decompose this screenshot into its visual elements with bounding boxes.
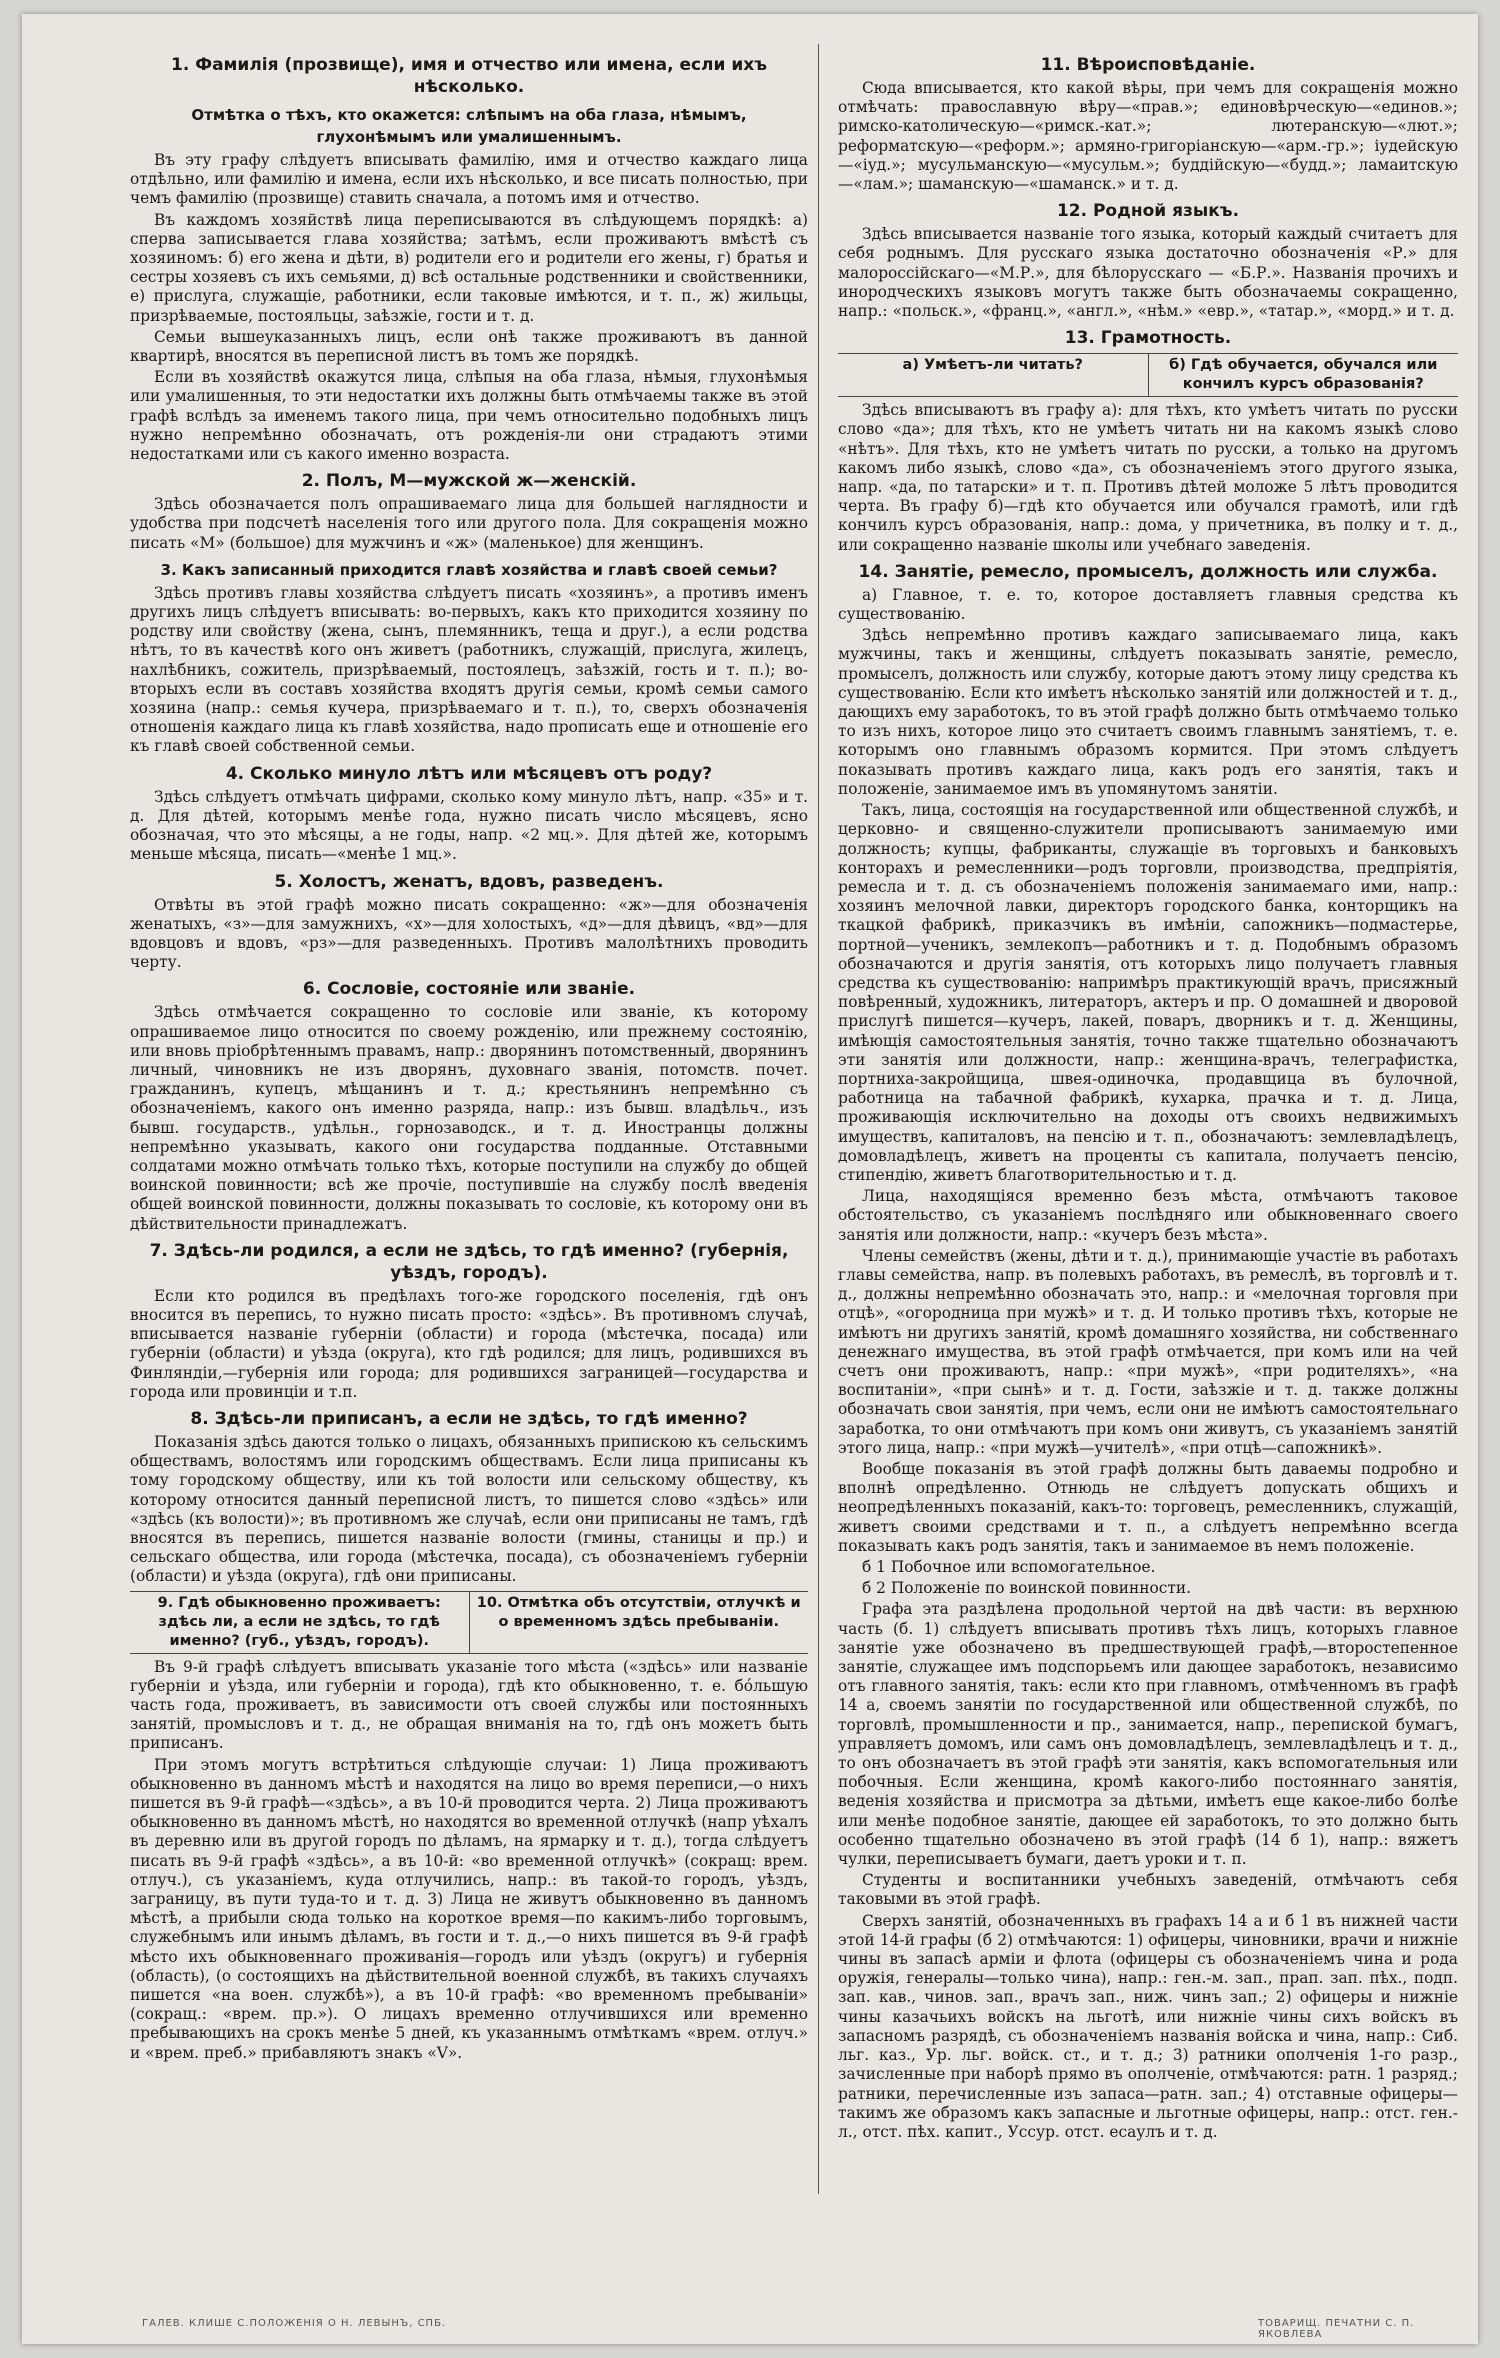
column-divider [818, 44, 819, 2194]
section-heading: 14. Занятіе, ремесло, промыселъ, должность или служба. [858, 561, 1438, 582]
paragraph: Въ эту графу слѣдуетъ вписывать фамилію, имя и отчество каждаго лица отдѣльно, или фамилію и имена, если ихъ нѣсколько, и все писать полностью, при чемъ фамилію (прозвище) ставить сначала, а потомъ имя и отчество. [130, 151, 808, 208]
section-heading: 12. Родной языкъ. [1056, 201, 1240, 222]
paragraph: Въ 9-й графѣ слѣдуетъ вписывать указаніе того мѣста («здѣсь» или названіе губерніи и уѣзда, или губерніи и города), гдѣ кто обыкновенно, т. е. бо́льшую часть года, проживаетъ, въ зависимости отъ своей службы или постоянныхъ занятій, промысловъ и т. д., не обращая вниманія на то, гдѣ онъ можетъ быть приписанъ. [130, 1657, 808, 1753]
paragraph: Члены семействъ (жены, дѣти и т. д.), принимающіе участіе въ работахъ главы семейства, напр. въ полевыхъ работахъ, въ ремеслѣ, въ торговлѣ и т. д., должны непремѣнно обозначать это, напр.: и «мелочная торговля при отцѣ», «огородница при мужѣ» и т. д. И только противъ тѣхъ, которые не имѣютъ ни другихъ занятій, кромѣ домашняго хозяйства, ни собственнаго денежнаго имущества, въ этой графѣ отмѣчается, при комъ или на чей счетъ они проживаютъ, напр.: «при мужѣ», «при родителяхъ», «на воспитаніи», «при сынѣ» и т. д. Гости, заѣзжіе и т. д. также должны обозначать свои занятія, при чемъ, если они не имѣютъ самостоятельнаго заработка, то они отмѣчаютъ при комъ они живутъ, съ указаніемъ занятій этого лица, напр.: «при мужѣ—учителѣ», «при отцѣ—сапожникѣ». [838, 1246, 1458, 1457]
paragraph: Здѣсь обозначается полъ опрашиваемаго лица для большей наглядности и удобства при подсчетѣ населенія того или другого пола. Для сокращенія можно писать «М» (большое) для мужчинъ и «ж» (маленькое) для женщинъ. [130, 495, 808, 552]
paragraph: Студенты и воспитанники учебныхъ заведеній, отмѣчаютъ себя таковыми въ этой графѣ. [838, 1871, 1458, 1909]
paragraph: Сверхъ занятій, обозначенныхъ въ графахъ 14 а и б 1 въ нижней части этой 14-й графы (б 2) отмѣчаются: 1) офицеры, чиновники, врачи и нижніе чины въ запасѣ арміи и флота (офицеры съ обозначеніемъ чина и рода оружія, генералы—только чина), напр.: ген.-м. зап., прап. зап. пѣх., подп. зап. кав., чинов. зап., врачъ зап., ниж. чинъ зап.; 2) офицеры и нижніе чины казачьихъ войскъ на льготѣ, или нижніе чины сихъ войскъ въ запасномъ разрядѣ, съ обозначеніемъ названія войска и чина, напр.: Сиб. льг. каз., Ур. льг. войск. ст., и т. д.; 3) ратники ополченія 1-го разр., зачисленные при наборѣ прямо въ ополченіе, отмѣчаются: ратн. 1 разряд.; ратники, перечисленные изъ запаса—ратн. зап.; 4) отставные офицеры—такимъ же образомъ какъ запасные и льготные офицеры, напр.: отст. ген.-л., отст. пѣх. капит., Уссур. отст. есаулъ и т. д. [838, 1911, 1458, 2141]
paragraph: Если кто родился въ предѣлахъ того-же городского поселенія, гдѣ онъ вносится въ перепись, то нужно писать просто: «здѣсь». Въ противномъ случаѣ, вписывается названіе губерніи (области) и города (мѣстечка, посада) или губерніи (области) и уѣзда (округа), кто гдѣ родился; для лицъ, родившихся въ Финляндіи,—губернія или города; для родившихся заграницей—государства и города или провинціи и т.п. [130, 1286, 808, 1401]
section-heading: 13. Грамотность. [1064, 328, 1232, 349]
paragraph: Отвѣты въ этой графѣ можно писать сокращенно: «ж»—для обозначенія женатыхъ, «з»—для замужнихъ, «х»—для холостыхъ, «д»—для дѣвицъ, «вд»—для вдовцовъ и вдовъ, «рз»—для разведенныхъ. Противъ малолѣтнихъ проводить черту. [130, 895, 808, 972]
paragraph: а) Главное, т. е. то, которое доставляетъ главныя средства къ существованію. [838, 585, 1458, 624]
paragraph: Здѣсь непремѣнно противъ каждаго записываемаго лица, какъ мужчины, такъ и женщины, слѣдуетъ показывать занятіе, ремесло, промыселъ, должность или службу, которые даютъ этому лицу средства къ существованію. Если кто имѣетъ нѣсколько занятій или должностей и т. д., дающихъ ему заработокъ, то въ этой графѣ должно быть отмѣчаемо только то изъ нихъ, которое лицо это считаетъ своимъ главнымъ занятіемъ, т. е. которымъ оно главнымъ образомъ кормится. При этомъ слѣдуетъ показывать противъ каждаго лица, какъ родъ его занятія, такъ и положеніе, занимаемое имъ въ упомянутомъ занятіи. [838, 626, 1458, 798]
header-cell: 10. Отмѣтка объ отсутствіи, отлучкѣ и о временномъ здѣсь пребываніи. [476, 1594, 801, 1630]
paragraph: Показанія здѣсь даются только о лицахъ, обязанныхъ припискою къ сельскимъ обществамъ, волостямъ или городскимъ обществамъ. Если лица приписаны къ тому городскому обществу, или къ той волости или сельскому обществу, къ которому относится данный переписной листъ, то пишется слово «здѣсь» или «здѣсь (къ волости)»; въ противномъ же случаѣ, если они приписаны не тамъ, гдѣ вносятся въ перепись, пишется названіе волости (гмины, станицы и пр.) и сельскаго общества, или города (мѣстечка, посада), съ обозначеніемъ губерніи (области) и уѣзда (округа), гдѣ они приписаны. [130, 1432, 808, 1586]
paragraph: Такъ, лица, состоящія на государственной или общественной службѣ, и церковно- и священно-служители прописываютъ занимаемую ими должность; купцы, фабриканты, служащіе въ торговыхъ и банковыхъ конторахъ и ремесленники—родъ торговли, производства, предпріятія, ремесла и т. д. съ обозначеніемъ положенія занимаемаго ими, напр.: хозяинъ мелочной лавки, директоръ городского банка, конторщикъ на ткацкой фабрикѣ, приказчикъ въ имѣніи, сапожникъ—подмастерье, портной—ученикъ, землекопъ—работникъ и т. д. Подобнымъ образомъ обозначаются и другія занятія, отъ которыхъ лицо получаетъ главныя средства къ существованію: напримѣръ практикующій врачъ, присяжный повѣренный, художникъ, литераторъ, актеръ и пр. О домашней и дворовой прислугѣ пишется—кучеръ, лакей, поваръ, дворникъ и т. д. Женщины, имѣющія самостоятельныя занятія, точно также тщательно обозначаютъ эти занятія или должности, напр.: женщина-врачъ, телеграфистка, портниха-закройщица, швея-одиночка, продавщица въ булочной, работница на табачной фабрикѣ, кухарка, прачка и т. д. Лица, проживающія исключительно на доходы отъ своихъ недвижимыхъ имуществъ, капиталовъ, на пенсію и т. п., обозначаютъ: землевладѣлецъ, домовладѣлецъ, живетъ на проценты съ капитала, получаетъ пенсію, стипендію, живетъ благотворительностью и т. д. [838, 801, 1458, 1184]
left-column [130, 48, 808, 2065]
paragraph: Въ каждомъ хозяйствѣ лица переписываются въ слѣдующемъ порядкѣ: а) сперва записывается глава хозяйства; затѣмъ, если проживаютъ вмѣстѣ съ хозяиномъ: б) его жена и дѣти, в) родители его и родители его жены, г) братья и сестры хозяевъ съ ихъ семьями, д) всѣ остальные родственники и свойственники, е) прислуга, служащіе, работники, если таковые имѣются, и т. п., ж) жильцы, призрѣваемые, постояльцы, заѣзжіе, гости и т. д. [130, 210, 808, 325]
section-heading: 11. Вѣроисповѣданіе. [1040, 55, 1256, 75]
paragraph: Если въ хозяйствѣ окажутся лица, слѣпыя на оба глаза, нѣмыя, глухонѣмыя или умалишенныя, то эти недостатки ихъ должны быть отмѣчаемы также въ этой графѣ вслѣдъ за именемъ такого лица, при чемъ относительно подобныхъ лицъ нужно непремѣнно обозначать, отъ рожденія-ли они страдаютъ этими недостатками или съ какого именно возраста. [130, 368, 808, 464]
paragraph: Здѣсь слѣдуетъ отмѣчать цифрами, сколько кому минуло лѣтъ, напр. «35» и т. д. Для дѣтей, которымъ менѣе года, нужно писать число мѣсяцевъ, ясно обозначая, что это мѣсяцы, а не годы, напр. «2 мц.». Для дѣтей же, которымъ меньше мѣсяца, писать—«менѣе 1 мц.». [130, 787, 808, 864]
section-heading: 7. Здѣсь-ли родился, а если не здѣсь, то гдѣ именно? (губернія, уѣздъ, городъ). [149, 1240, 789, 1283]
paragraph: Графа эта раздѣлена продольной чертой на двѣ части: въ верхнюю часть (б. 1) слѣдуетъ вписывать противъ тѣхъ лицъ, которыхъ главное занятіе уже обозначено въ предшествующей графѣ,—второстепенное занятіе, служащее имъ подспорьемъ или дающее заработокъ, независимо отъ главного занятія, такъ: если кто при главномъ, отмѣченномъ въ графѣ 14 а, своемъ занятіи по государственной или общественной службѣ, по торговлѣ, промышленности и пр., занимается, напр., перепиской бумагъ, управляетъ домомъ, или самъ онъ домовладѣлецъ, землевладѣлецъ и т. д., то онъ обозначаетъ въ этой графѣ эти занятія, какъ вспомогательныя или побочныя. Если женщина, кромѣ какого-либо постояннаго занятія, веденія хозяйства и присмотра за дѣтьми, имѣетъ еще какое-либо болѣе или менѣе подобное занятіе, дающее ей заработокъ, то это должно быть особенно тщательно обозначено въ этой графѣ (14 б 1), напр.: вяжетъ чулки, переписываетъ бумаги, даетъ уроки и т. п. [838, 1600, 1458, 1869]
section-heading: 8. Здѣсь-ли приписанъ, а если не здѣсь, то гдѣ именно? [190, 1408, 748, 1429]
paragraph: Здѣсь вписывается названіе того языка, который каждый считаетъ для себя роднымъ. Для русскаго языка достаточно обозначенія «Р.» для малороссійскаго—«М.Р.», для бѣлорусскаго — «Б.Р.». Названія прочихъ и инородческихъ языковъ могутъ также быть обозначаемы сокращенно, напр.: «польск.», «франц.», «англ.», «нѣм.» «евр.», «татар.», «морд.» и т. д. [838, 225, 1458, 321]
paragraph: б 2 Положеніе по воинской повинности. [862, 1579, 1192, 1598]
paragraph: Семьи вышеуказанныхъ лицъ, если онѣ также проживаютъ въ данной квартирѣ, вносятся въ переписной листъ въ томъ же порядкѣ. [130, 327, 808, 366]
section-heading: 2. Полъ, М—мужской ж—женскій. [301, 471, 637, 492]
paragraph: Здѣсь противъ главы хозяйства слѣдуетъ писать «хозяинъ», а противъ именъ другихъ лицъ слѣдуетъ вписывать: во-первыхъ, какъ кто приходится хозяину по родству или свойству (жена, сынъ, племянникъ, теща и друг.), а если родства нѣтъ, то въ качествѣ кого онъ живетъ (работникъ, служащій, прислуга, жилецъ, нахлѣбникъ, сожитель, призрѣваемый, постоялецъ, заѣзжій, гость и т. п.); во-вторыхъ если въ составъ хозяйства входятъ другія семьи, кромѣ семьи самого хозяина (напр.: семья кучера, призрѣваемаго и т. п.), то, сверхъ обозначенія отношенія каждаго лица къ главѣ хозяйства, надо прописать еще и отношеніе его къ главѣ своей собственной семьи. [130, 583, 808, 756]
two-column-header [130, 1591, 808, 1654]
section-heading: Отмѣтка о тѣхъ, кто окажется: слѣпымъ на оба глаза, нѣмымъ, глухонѣмымъ или умалишеннымъ. [191, 106, 747, 146]
section-heading: 5. Холостъ, женатъ, вдовъ, разведенъ. [274, 871, 664, 892]
section-heading: 1. Фамилія (прозвище), имя и отчество или имена, если ихъ нѣсколько. [171, 55, 767, 97]
paragraph: Лица, находящіяся временно безъ мѣста, отмѣчаютъ таковое обстоятельство, съ указаніемъ послѣдняго или обыкновеннаго своего занятія или должности, напр.: «кучеръ безъ мѣста». [838, 1187, 1458, 1244]
paragraph: Вообще показанія въ этой графѣ должны быть даваемы подробно и вполнѣ опредѣленно. Отнюдь не слѣдуетъ допускать общихъ и неопредѣленныхъ показаній, какъ-то: торговецъ, ремесленникъ, служащій, живетъ своими средствами и т. п., а слѣдуетъ непремѣнно всегда показывать какъ родъ занятія, такъ и занимаемое въ немъ положеніе. [838, 1460, 1458, 1555]
header-cell: 9. Гдѣ обыкновенно проживаетъ: здѣсь ли, а если не здѣсь, то гдѣ именно? (губ., уѣздъ, городъ). [130, 1592, 470, 1653]
header-cell: б) Гдѣ обучается, обучался или кончилъ курсъ образованія? [1169, 357, 1438, 393]
paragraph: б 1 Побочное или вспомогательное. [862, 1558, 1156, 1577]
paragraph: Сюда вписывается, кто какой вѣры, при чемъ для сокращенія можно отмѣчать: православную вѣру—«прав.»; единовѣрческую—«единов.»; римско-католическую—«римск.-кат.»; лютеранскую—«лют.»; реформатскую—«реформ.»; армяно-григоріанскую—«арм.-гр.»; іудейскую—«іуд.»; мусульманскую—«мусульм.»; буддійскую—«будд.»; ламаитскую—«лам.»; шаманскую—«шаманск.» и т. д. [838, 79, 1458, 194]
paragraph: Здѣсь отмѣчается сокращенно то сословіе или званіе, къ которому опрашиваемое лицо относится по своему рожденію, или прежнему состоянію, или вновь пріобрѣтеннымъ правамъ, напр.: дворянинъ потомственный, дворянинъ личный, чиновникъ не изъ дворянъ, духовнаго званія, потомств. почет. гражданинъ, купецъ, мѣщанинъ и т. д.; крестьянинъ непремѣнно съ обозначеніемъ, какого онъ именно разряда, напр.: изъ бывш. владѣльч., изъ бывш. государств., удѣльн., горнозаводск., и т. д. Иностранцы должны непремѣнно указывать, какого они государства подданные. Отставными солдатами можно отмѣчать только тѣхъ, которые поступили на службу до общей воинской повинности; всѣ же прочіе, поступившіе на службу послѣ введенія общей воинской повинности, должны показывать то сословіе, къ которому они въ дѣйствительности принадлежатъ. [130, 1003, 808, 1233]
right-column [838, 48, 1458, 2144]
header-cell: а) Умѣетъ-ли читать? [838, 354, 1149, 396]
section-heading: 4. Сколько минуло лѣтъ или мѣсяцевъ отъ роду? [225, 763, 713, 784]
footer-right: ТОВАРИЩ. ПЕЧАТНИ С. П. ЯКОВЛЕВА [1258, 2318, 1415, 2340]
section-heading: 3. Какъ записанный приходится главѣ хозяйства и главѣ своей семьи? [160, 560, 778, 579]
document-page [22, 14, 1478, 2344]
footer-left: ГАЛЕВ. КЛИШЕ С.ПОЛОЖЕНІЯ О Н. ЛЕВЫНЪ, СПБ. [142, 2318, 447, 2329]
two-column-header [838, 353, 1458, 397]
paragraph: При этомъ могутъ встрѣтиться слѣдующіе случаи: 1) Лица проживаютъ обыкновенно въ данномъ мѣстѣ и находятся на лицо во время переписи,—о нихъ пишется въ 9-й графѣ—«здѣсь», а въ 10-й проводится черта. 2) Лица проживаютъ обыкновенно въ данномъ мѣстѣ, но находятся во временной отлучкѣ (напр уѣхалъ въ деревню или въ другой городъ по дѣламъ, на ярмарку и т. д.), тогда слѣдуетъ писать въ 9-й графѣ «здѣсь», а въ 10-й: «во временной отлучкѣ» (сокращ: врем. отлуч.), съ указаніемъ, куда отлучились, напр.: въ такой-то городъ, уѣздъ, заграницу, въ пути туда-то и т. д. 3) Лица не живутъ обыкновенно въ данномъ мѣстѣ, а прибыли сюда только на короткое время—по какимъ-либо торговымъ, служебнымъ или инымъ дѣламъ, въ гости и т. д.,—о нихъ пишется въ 9-й графѣ мѣсто ихъ обыкновеннаго проживанія—городъ или уѣздъ (округъ) и губернія (область), (о состоящихъ на дѣйствительной военной службѣ, въ такихъ случаяхъ пишется «на воен. службѣ»), а въ 10-й графѣ: «во временномъ пребываніи» (сокращ.: «врем. пр.»). О лицахъ временно отлучившихся или временно пребывающихъ на срокъ менѣе 5 дней, къ указаннымъ отмѣткамъ «врем. отлуч.» и «врем. преб.» прибавляютъ знакъ «V». [130, 1755, 808, 2062]
paragraph: Здѣсь вписываютъ въ графу а): для тѣхъ, кто умѣетъ читать по русски слово «да»; для тѣхъ, кто не умѣетъ читать ни на какомъ языкѣ слово «нѣтъ». Для тѣхъ, кто не умѣетъ читать по русски, а только на другомъ какомъ либо языкѣ, слово «да», съ обозначеніемъ этого другого языка, напр. «да, по татарски» и т. п. Противъ дѣтей моложе 5 лѣтъ проводится черта. Въ графу б)—гдѣ кто обучается или обучался грамотѣ, или гдѣ кончилъ курсъ образованія, напр.: дома, у причетника, въ полку и т. д., или сокращенно названіе школы или учебнаго заведенія. [838, 401, 1458, 554]
section-heading: 6. Сословіе, состояніе или званіе. [302, 979, 636, 1000]
